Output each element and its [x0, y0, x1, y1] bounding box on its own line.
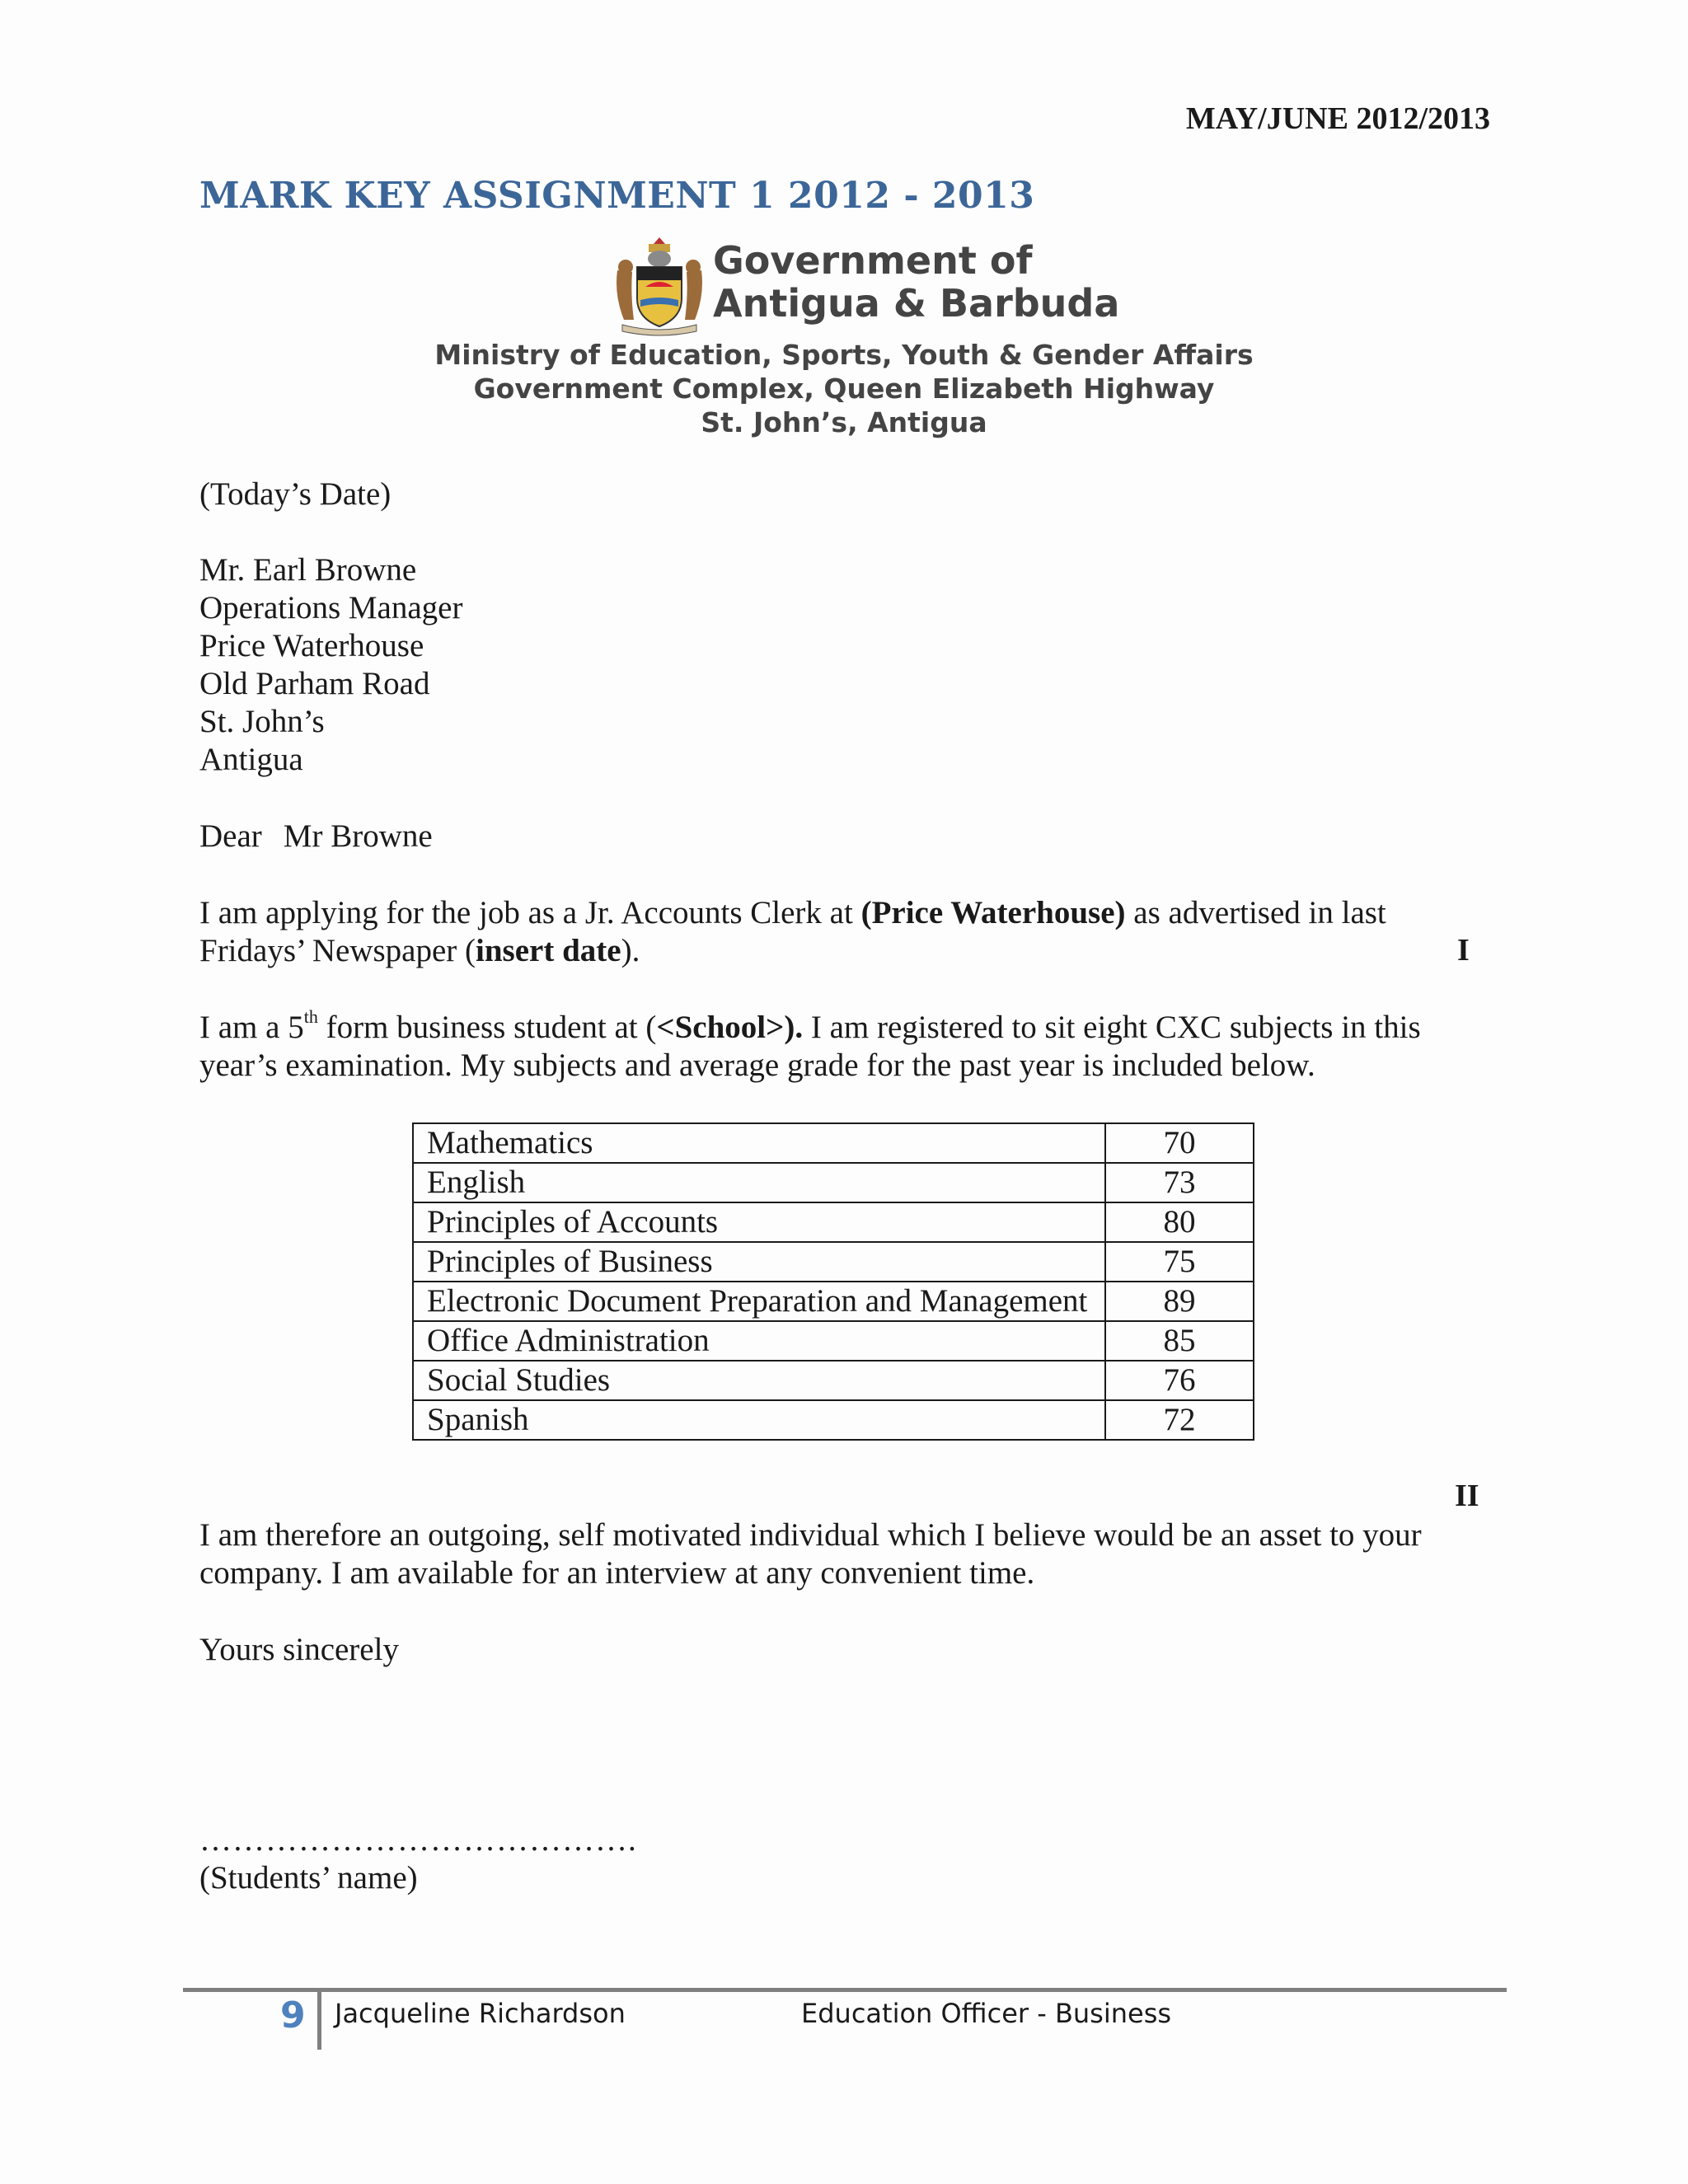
recipient-line: St. John’s	[199, 704, 325, 739]
table-row	[413, 1400, 1254, 1440]
grade-cell: 70	[1105, 1123, 1254, 1163]
paragraph-application	[199, 894, 1485, 970]
grade-cell: 72	[1105, 1400, 1254, 1440]
footer-vertical-divider	[317, 1992, 321, 2050]
para1-text: ).	[621, 933, 640, 968]
subject-cell: Principles of Business	[413, 1242, 1105, 1282]
grade-cell: 89	[1105, 1282, 1254, 1321]
paragraph-closing: I am therefore an outgoing, self motivated individual which I believe would be an asset to your company. I am available for an interview at any convenient time.	[199, 1517, 1422, 1591]
mark-indicator-1: I	[1457, 933, 1470, 968]
page-number: 9	[280, 1994, 306, 2036]
ordinal-suffix: th	[303, 1006, 318, 1027]
grade-cell: 73	[1105, 1163, 1254, 1202]
ministry-address-line2: St. John’s, Antigua	[701, 406, 987, 438]
grade-cell: 85	[1105, 1321, 1254, 1361]
table-row	[413, 1163, 1254, 1202]
grade-cell: 80	[1105, 1202, 1254, 1242]
salutation	[199, 818, 433, 855]
letter-date: (Today’s Date)	[199, 476, 392, 512]
subject-cell: Electronic Document Preparation and Management	[413, 1282, 1105, 1321]
gov-name-line2: Antigua & Barbuda	[713, 281, 1120, 326]
grades-table	[412, 1122, 1254, 1441]
grade-cell: 76	[1105, 1361, 1254, 1400]
para2-text: I am a 5	[199, 1010, 304, 1045]
subject-cell: Mathematics	[413, 1123, 1105, 1163]
footer-divider	[183, 1988, 1507, 1992]
subject-cell: Social Studies	[413, 1361, 1105, 1400]
ministry-address	[0, 338, 1688, 439]
footer-author: Jacqueline Richardson	[335, 1998, 626, 2029]
grade-cell: 75	[1105, 1242, 1254, 1282]
subject-cell: English	[413, 1163, 1105, 1202]
complimentary-close: Yours sincerely	[199, 1632, 399, 1667]
table-row	[413, 1361, 1254, 1400]
para2-text: I am registered to sit eight CXC subjects in this year’s examination. My subjects and average grade for the past year is included below.	[199, 1010, 1421, 1083]
date-placeholder: insert date	[476, 933, 621, 968]
government-logo	[606, 237, 1120, 336]
subject-cell: Principles of Accounts	[413, 1202, 1105, 1242]
salutation-name: Mr Browne	[283, 818, 433, 854]
footer-role: Education Officer - Business	[801, 1998, 1172, 2029]
table-row	[413, 1242, 1254, 1282]
recipient-line: Mr. Earl Browne	[199, 552, 417, 588]
student-name: (Students’ name)	[199, 1860, 418, 1896]
recipient-address	[199, 551, 462, 779]
table-row	[413, 1321, 1254, 1361]
table-row	[413, 1123, 1254, 1163]
school-placeholder: <School>).	[656, 1010, 804, 1045]
para1-text: as advertised in last Fridays’ Newspaper (	[199, 895, 1386, 968]
ministry-address-line1: Government Complex, Queen Elizabeth Highway	[473, 373, 1215, 405]
subject-cell: Office Administration	[413, 1321, 1105, 1361]
company-placeholder: (Price Waterhouse)	[860, 895, 1126, 930]
recipient-line: Operations Manager	[199, 590, 463, 626]
table-row	[413, 1202, 1254, 1242]
government-name	[713, 239, 1119, 325]
coat-of-arms-icon	[606, 237, 713, 336]
mark-indicator-2: II	[1455, 1479, 1479, 1513]
para1-text: I am applying for the job as a Jr. Accounts Clerk at	[199, 895, 861, 930]
header-period: MAY/JUNE 2012/2013	[1185, 101, 1490, 136]
table-row	[413, 1282, 1254, 1321]
salutation-word: Dear	[199, 818, 262, 854]
signature-line: ………………………………….	[199, 1822, 637, 1858]
para2-text: form business student at (	[317, 1010, 657, 1045]
paragraph-education	[199, 1006, 1485, 1085]
ministry-name: Ministry of Education, Sports, Youth & Gender Affairs	[434, 339, 1254, 371]
subject-cell: Spanish	[413, 1400, 1105, 1440]
gov-name-line1: Government of	[713, 238, 1033, 283]
recipient-line: Antigua	[199, 742, 303, 777]
recipient-line: Price Waterhouse	[199, 628, 424, 663]
document-title: MARK KEY ASSIGNMENT 1 2012 - 2013	[199, 175, 1035, 217]
recipient-line: Old Parham Road	[199, 666, 430, 701]
